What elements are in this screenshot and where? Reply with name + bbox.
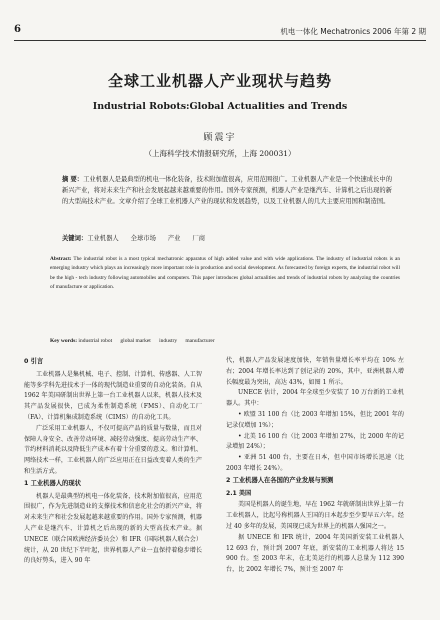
keywords-cn-label: 关键词： [62, 235, 88, 242]
abstract-en-text: The industrial robot is a most typical mechatronic apparatus of high added value and with wide applications. The industry of industrial robots is an emerging industry which plays an increasingly more important role in production and social development. As forecasted by foreign experts, the industrial robot will be the high - tech industry following automobiles and computers. This paper introduces global actualities and trends of industrial robots by analyzing the countries of manufacture or application. [50, 256, 400, 290]
author-name: 顾震宇 [203, 133, 237, 143]
keywords-en-text: industrial robot global market industry manufacturer [78, 338, 215, 344]
list-item: • 北美 16 100 台（比 2003 年增加 27%，比 2000 年的记录增加 24%）； [226, 432, 404, 451]
header-rule [14, 40, 426, 41]
section-heading-status: 1 工业机器人的现状 [24, 479, 81, 487]
title-english: Industrial Robots:Global Actualities and Trends [92, 101, 348, 112]
keywords-en-label: Key words: [50, 338, 78, 344]
keywords-cn-text: 工业机器人 全球市场 产业 厂商 [87, 235, 206, 242]
abstract-chinese [62, 174, 392, 207]
page-number: 6 [14, 24, 21, 35]
paragraph: 工业机器人是集机械、电子、控制、计算机、传感器、人工智能等多学科先进技术于一体的现代制造业重要的自动化装备。自从 1962 年美国研制出世界上第一台工业机器人以来，机器人技术及其产品发展很快，已成为柔性制造系统（FMS）、自动化工厂（FA）、计算机集成制造系统（CIMS）的自动化工具。 [24, 370, 202, 421]
keywords-english [50, 338, 400, 344]
paragraph: 据 UNECE 和 IFR 统计，2004 年美国新安装工业机器人 12 693 台，预计到 2007 年底，新安装的工业机器人将达 15 900 台。至 2003 年末，在北美运行的机器人总量为 112 390 台，比 2002 年增长 7%，预计至 2007 年 [226, 533, 404, 574]
running-header [14, 24, 426, 38]
title-chinese: 全球工业机器人产业现状与趋势 [107, 72, 332, 90]
journal-name: 机电一体化 Mechatronics 2006 年第 2 期 [280, 27, 426, 36]
list-item: • 欧盟 31 100 台（比 2003 年增加 15%，但比 2001 年的记录仅增加 1%）； [226, 410, 404, 429]
section-heading-introduction: 0 引言 [24, 358, 44, 365]
paragraph: UNECE 估计，2004 年全球至少安装了 10 万台新的工业机器人。其中： [226, 389, 404, 408]
paragraph: 机器人是最典型的机电一体化装备，技术附加值很高，应用范围很广，作为先进制造业的支撑技术和信息化社会的新兴产业，将对未来生产和社会发展起越来越重要的作用。国外专家预测，机器人产业是继汽车、计算机之后出现的新的大型高技术产业。据 UNECE（联合国欧洲经济委员会）和 IFR（国际机器人联合会）统计，从 20 世纪下半叶起，世界机器人产业一直保持着稳步增长的良好势头，进入 90 年 [24, 492, 202, 565]
abstract-english [50, 255, 400, 292]
list-item: • 亚洲 51 400 台，主要在日本，但中国市场增长迅速（比 2003 年增长 24%）。 [226, 454, 404, 472]
abstract-cn-text: 工业机器人是最典型的机电一体化装备，技术附加值很高，应用范围很广。工业机器人产业是一个快速成长中的新兴产业，将对未来生产和社会发展起越来越重要的作用。国外专家预测，机器人产业是继汽车、计算机之后出现的新的大型高技术产业。文章介绍了全球工业机器人产业的现状和发展趋势，以及工业机器人的几大主要应用国和制造国。 [62, 176, 393, 205]
subsection-heading-usa: 2.1 美国 [226, 489, 252, 497]
paragraph: 美国是机器人的诞生地，早在 1962 年就研制出世界上第一台工业机器人，比起号称机器人王国的日本起步至少要早五六年。经过 40 多年的发展，美国现已成为世界上的机器人强国之一。 [226, 501, 404, 530]
abstract-en-label: Abstract: [50, 256, 72, 262]
section-heading-countries: 2 工业机器人在各国的产业发展与预测 [226, 476, 334, 484]
author-affiliation: （上海科学技术情报研究所，上海 200031） [144, 149, 296, 158]
paragraph: 广泛采用工业机器人，不仅可提高产品的质量与数量，而且对保障人身安全、改善劳动环境、减轻劳动强度、提高劳动生产率、节约材料消耗以及降低生产成本有着十分重要的意义。和计算机、网络技术一样，工业机器人的广泛应用正在日益改变着人类的生产和生活方式。 [24, 424, 202, 475]
keywords-chinese [62, 233, 392, 242]
paragraph: 代，机器人产品发展速度加快，年销售量增长率平均在 10% 左右；2004 年增长率达到了创记录的 20%，其中，亚洲机器人增长幅度最为突出，高达 43%，如图 1 所示。 [226, 357, 404, 386]
body-column-right [226, 356, 404, 576]
body-column-left [24, 356, 202, 567]
abstract-cn-label: 摘 要： [62, 176, 84, 183]
